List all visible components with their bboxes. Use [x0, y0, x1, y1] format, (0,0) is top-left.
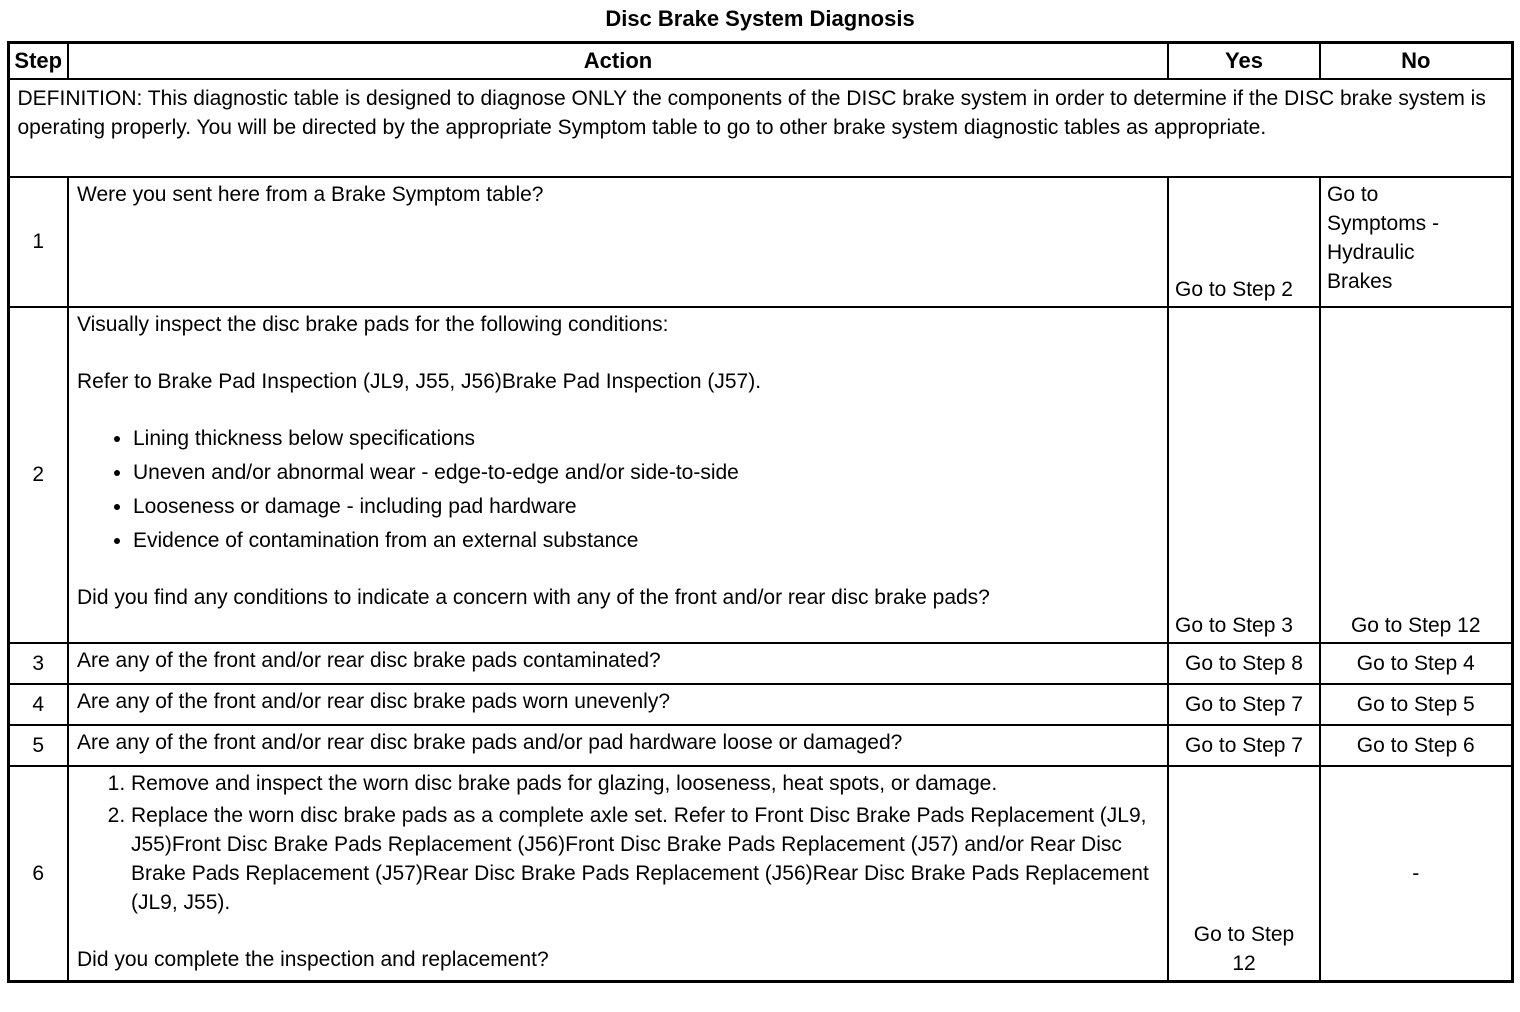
action-cell: [68, 766, 1168, 982]
action-cell: [68, 684, 1168, 725]
action-intro: Visually inspect the disc brake pads for the following conditions:: [77, 312, 669, 336]
condition-item: • Lining thickness below specifications: [133, 424, 1159, 453]
table-row-step-3: [8, 643, 1512, 684]
table-row-step-4: [8, 684, 1512, 725]
action-cell: [68, 177, 1168, 307]
yes-cell: Go to Step 7: [1168, 725, 1320, 766]
yes-text: Go to Step 12: [1193, 923, 1295, 975]
no-cell: -: [1320, 766, 1512, 982]
action-text: Are any of the front and/or rear disc brake pads and/or pad hardware loose or damaged?: [77, 730, 903, 754]
no-cell: Go to Step 12: [1320, 307, 1512, 643]
no-cell: Go to Step 6: [1320, 725, 1512, 766]
no-text: Go to Symptoms - Hydraulic Brakes: [1327, 182, 1440, 293]
condition-item: • Looseness or damage - including pad hardware: [133, 492, 1159, 521]
table-row-step-6: [8, 766, 1512, 982]
procedure-item: 1. Remove and inspect the worn disc brake pads for glazing, looseness, heat spots, or damage.: [131, 769, 1159, 798]
action-cell: [68, 307, 1168, 643]
action-reference: Refer to Brake Pad Inspection (JL9, J55, J56)Brake Pad Inspection (J57).: [77, 369, 762, 393]
yes-cell: Go to Step 3: [1168, 307, 1320, 643]
action-text: Were you sent here from a Brake Symptom table?: [77, 182, 544, 206]
step-number: 6: [8, 766, 68, 982]
step-number: 3: [8, 643, 68, 684]
yes-cell: [1168, 766, 1320, 982]
action-question: Did you find any conditions to indicate a concern with any of the front and/or rear disc brake pads?: [77, 585, 990, 609]
yes-cell: Go to Step 2: [1168, 177, 1320, 307]
page-title: Disc Brake System Diagnosis: [605, 6, 915, 31]
step-number: 2: [8, 307, 68, 643]
yes-cell: Go to Step 8: [1168, 643, 1320, 684]
col-header-no: No: [1320, 43, 1512, 79]
procedure-list: [77, 769, 1159, 917]
condition-item: • Evidence of contamination from an external substance: [133, 526, 1159, 555]
step-number: 1: [8, 177, 68, 307]
yes-cell: Go to Step 7: [1168, 684, 1320, 725]
action-question: Did you complete the inspection and replacement?: [77, 947, 549, 971]
definition-text: DEFINITION: This diagnostic table is designed to diagnose ONLY the components of the DISC brake system in order to determine if the DISC brake system is operating properly. You will be directed by the appropriate Symptom table to go to other brake system diagnostic tables as appropriate.: [8, 79, 1512, 177]
col-header-step: Step: [8, 43, 68, 79]
action-text: Are any of the front and/or rear disc brake pads contaminated?: [77, 648, 661, 672]
col-header-yes: Yes: [1168, 43, 1320, 79]
action-text: Are any of the front and/or rear disc brake pads worn unevenly?: [77, 689, 671, 713]
col-header-action: Action: [68, 43, 1168, 79]
table-row-step-1: [8, 177, 1512, 307]
no-cell: Go to Step 4: [1320, 643, 1512, 684]
no-cell: [1320, 177, 1512, 307]
no-cell: Go to Step 5: [1320, 684, 1512, 725]
step-number: 4: [8, 684, 68, 725]
condition-list: [77, 424, 1159, 555]
action-cell: [68, 725, 1168, 766]
table-row-step-2: [8, 307, 1512, 643]
step-number: 5: [8, 725, 68, 766]
table-row-step-5: [8, 725, 1512, 766]
action-cell: [68, 643, 1168, 684]
definition-row: [8, 79, 1512, 177]
procedure-item: 2. Replace the worn disc brake pads as a complete axle set. Refer to Front Disc Brake Pads Replacement (JL9, J55)Front Disc Brake Pads Replacement (J56)Front Disc Brake Pads Replacement (J57) and/or Rear Disc Brake Pads Replacement (J57)Rear Disc Brake Pads Replacement (J56)Rear Disc Brake Pads Replacement (JL9, J55).: [131, 801, 1159, 917]
header-row: [8, 43, 1512, 79]
condition-item: • Uneven and/or abnormal wear - edge-to-edge and/or side-to-side: [133, 458, 1159, 487]
diagnosis-table: [7, 41, 1514, 983]
